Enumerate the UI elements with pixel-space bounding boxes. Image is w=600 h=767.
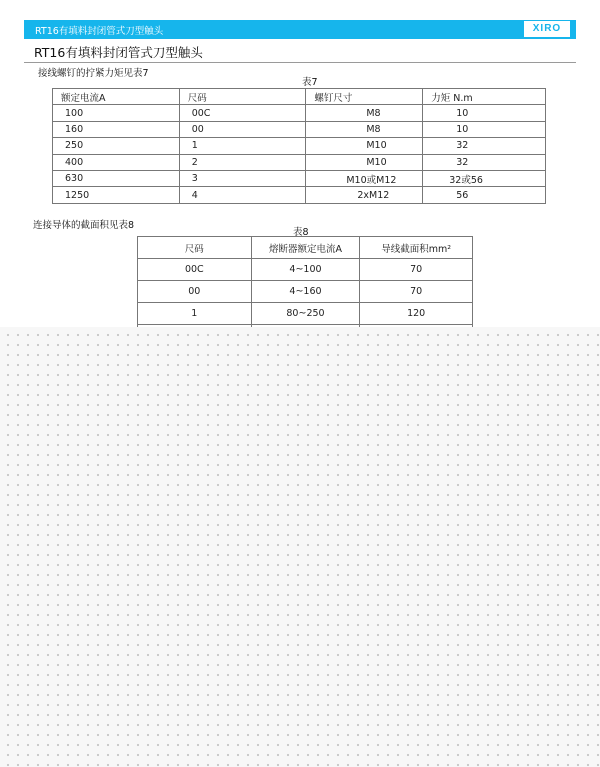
table-cell: M10或M12 xyxy=(306,170,423,186)
column-header: 熔断器额定电流A xyxy=(251,237,360,259)
column-header: 尺码 xyxy=(138,237,252,259)
table-row xyxy=(138,259,473,281)
table-cell: 120 xyxy=(360,303,473,325)
table-cell: 10 xyxy=(423,105,546,121)
table-row xyxy=(138,281,473,303)
page-title: RT16有填料封闭管式刀型触头 xyxy=(34,45,203,60)
section8-heading: 连接导体的截面积见表8 xyxy=(33,220,135,231)
column-header: 导线截面积mm² xyxy=(360,237,473,259)
table-cell: 10 xyxy=(423,121,546,137)
table-cell: 70 xyxy=(360,281,473,303)
table-row xyxy=(53,187,546,203)
table-cell: 32 xyxy=(423,154,546,170)
table-cell: 250 xyxy=(53,138,180,154)
table-cell: 00 xyxy=(179,121,306,137)
table-cell: 630 xyxy=(53,170,180,186)
header-banner xyxy=(24,20,576,39)
table-cell: 1 xyxy=(138,303,252,325)
table-row xyxy=(53,138,546,154)
column-header: 尺码 xyxy=(179,89,306,105)
table-cell: M8 xyxy=(306,105,423,121)
table-cell: 56 xyxy=(423,187,546,203)
column-header: 力矩 N.m xyxy=(423,89,546,105)
table-cell: 80~250 xyxy=(251,303,360,325)
table-cell: 32或56 xyxy=(423,170,546,186)
title-divider xyxy=(24,62,576,63)
table-cell: 00C xyxy=(179,105,306,121)
table-cell: 4~160 xyxy=(251,281,360,303)
table-cell: 4~100 xyxy=(251,259,360,281)
table-cell: 1 xyxy=(179,138,306,154)
table-cell: M8 xyxy=(306,121,423,137)
table-row xyxy=(138,303,473,325)
table-cell: 2 xyxy=(179,154,306,170)
table8-caption: 表8 xyxy=(293,227,309,238)
column-header: 螺钉尺寸 xyxy=(306,89,423,105)
table-cell: 00 xyxy=(138,281,252,303)
table-cell: 32 xyxy=(423,138,546,154)
table-row xyxy=(53,105,546,121)
table-cell: M10 xyxy=(306,138,423,154)
table-cell: 70 xyxy=(360,259,473,281)
section7-heading: 接线螺钉的拧紧力矩见表7 xyxy=(38,68,149,79)
table-cell: 3 xyxy=(179,170,306,186)
table-cell: 160 xyxy=(53,121,180,137)
table7-caption: 表7 xyxy=(302,77,318,88)
table-row xyxy=(53,154,546,170)
banner-title: RT16有填料封闭管式刀型触头 xyxy=(35,26,164,37)
table-cell: 400 xyxy=(53,154,180,170)
table-cell: 2xM12 xyxy=(306,187,423,203)
table-cell: M10 xyxy=(306,154,423,170)
xiro-logo: XIRO xyxy=(524,21,570,37)
table-cell: 1250 xyxy=(53,187,180,203)
table-header-row xyxy=(138,237,473,259)
dotted-loading-overlay xyxy=(0,327,600,767)
table-cell: 4 xyxy=(179,187,306,203)
table-header-row xyxy=(53,89,546,105)
table-cell: 00C xyxy=(138,259,252,281)
table-row xyxy=(53,170,546,186)
column-header: 额定电流A xyxy=(53,89,180,105)
table-cell: 100 xyxy=(53,105,180,121)
torque-table xyxy=(52,88,546,204)
table-row xyxy=(53,121,546,137)
